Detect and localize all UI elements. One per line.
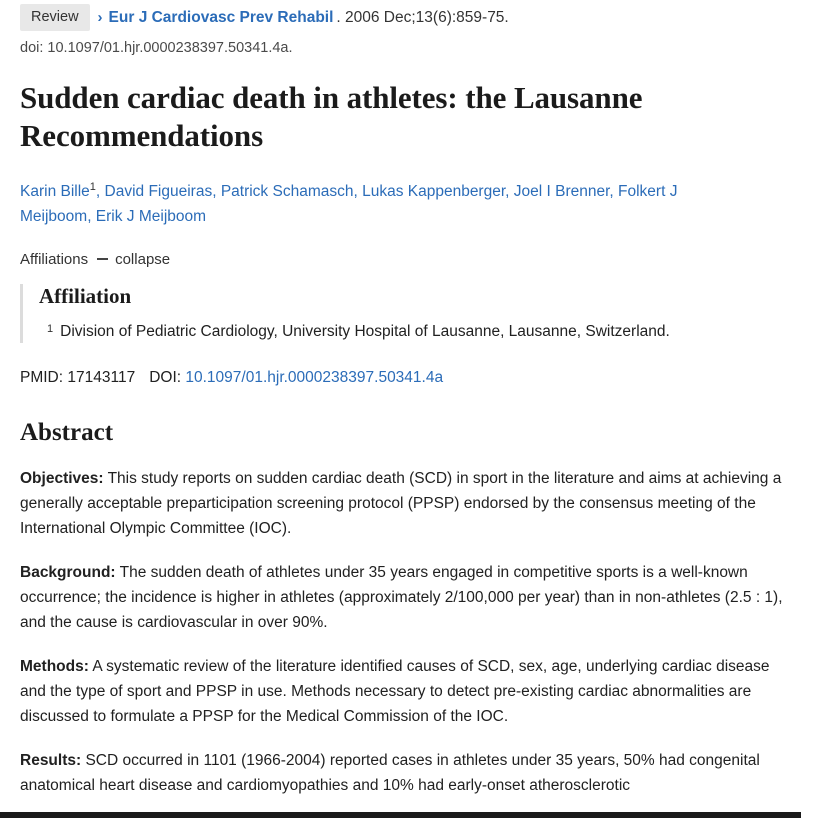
citation-line [20, 0, 797, 31]
affiliation-number: 1 [47, 323, 54, 336]
identifiers [20, 369, 797, 387]
chevron-right-icon: › [97, 8, 103, 26]
doi-link[interactable]: 10.1097/01.hjr.0000238397.50341.4a [185, 369, 444, 387]
bottom-edge-strip [0, 812, 817, 818]
author-affiliation-marker[interactable]: 1 [89, 181, 96, 193]
paragraph-label: Objectives: [20, 470, 104, 488]
paragraph-label: Results: [20, 752, 82, 770]
affiliations-label: Affiliations [20, 251, 89, 269]
affiliation-text: Division of Pediatric Cardiology, University Hospital of Lausanne, Lausanne, Switzerland. [60, 323, 670, 341]
doi-line: doi: 10.1097/01.hjr.0000238397.50341.4a. [20, 40, 293, 56]
author-list-rest-1[interactable]: , David Figueiras, Patrick Schamasch, Lukas Kappenberger, Joel I Brenner, [95, 183, 614, 201]
affiliation-heading: Affiliation [39, 284, 132, 309]
journal-link[interactable]: Eur J Cardiovasc Prev Rehabil [108, 8, 334, 26]
minus-icon [97, 258, 108, 260]
pmid-value: 17143117 [67, 369, 136, 387]
paragraph-text: The sudden death of athletes under 35 years engaged in competitive sports is a well-known occurrence; the incidence is higher in athletes (approximately 2/100,000 per year) than in non-athletes (2.5 : 1), and the cause is cardiovascular in over 90%. [20, 564, 783, 632]
affiliations-toggle[interactable] [20, 251, 797, 268]
abstract-paragraph-background [20, 560, 797, 635]
abstract-paragraph-objectives [20, 466, 797, 541]
paragraph-text: This study reports on sudden cardiac death (SCD) in sport in the literature and aims at achieving a generally acceptable preparticipation screening protocol (PPSP) endorsed by the consensus meeting of the International Olympic Committee (IOC). [20, 470, 782, 538]
paragraph-text: A systematic review of the literature identified causes of SCD, sex, age, underlying cardiac disease and the type of sport and PPSP in use. Methods necessary to detect pre-existing cardiac abnormalities are discussed to formulate a PPSP for the Medical Commission of the IOC. [20, 658, 770, 726]
abstract-heading: Abstract [20, 419, 114, 447]
collapse-label: collapse [115, 251, 171, 269]
author-list-rest-2[interactable]: Folkert J Meijboom, Erik J Meijboom [20, 183, 678, 226]
publication-type-badge[interactable]: Review [20, 4, 90, 31]
pmid-label: PMID: [20, 369, 64, 387]
abstract-paragraph-methods [20, 654, 797, 729]
citation-details: . 2006 Dec;13(6):859-75. [336, 8, 509, 26]
abstract-paragraph-results [20, 748, 797, 798]
author-link[interactable]: Karin Bille [20, 183, 90, 201]
paragraph-label: Background: [20, 564, 116, 582]
affiliation-block [20, 284, 797, 343]
paragraph-label: Methods: [20, 658, 89, 676]
list-item [39, 321, 797, 343]
bottom-edge-gap [801, 812, 817, 818]
page-title: Sudden cardiac death in athletes: the Lausanne Recommendations [20, 80, 643, 153]
paragraph-text: SCD occurred in 1101 (1966-2004) reported cases in athletes under 35 years, 50% had congenital anatomical heart disease and cardiomyopathies and 10% had early-onset atherosclerotic [20, 752, 760, 795]
author-list [20, 175, 720, 229]
doi-label: DOI: [149, 369, 182, 387]
collapse-button[interactable] [97, 251, 170, 268]
